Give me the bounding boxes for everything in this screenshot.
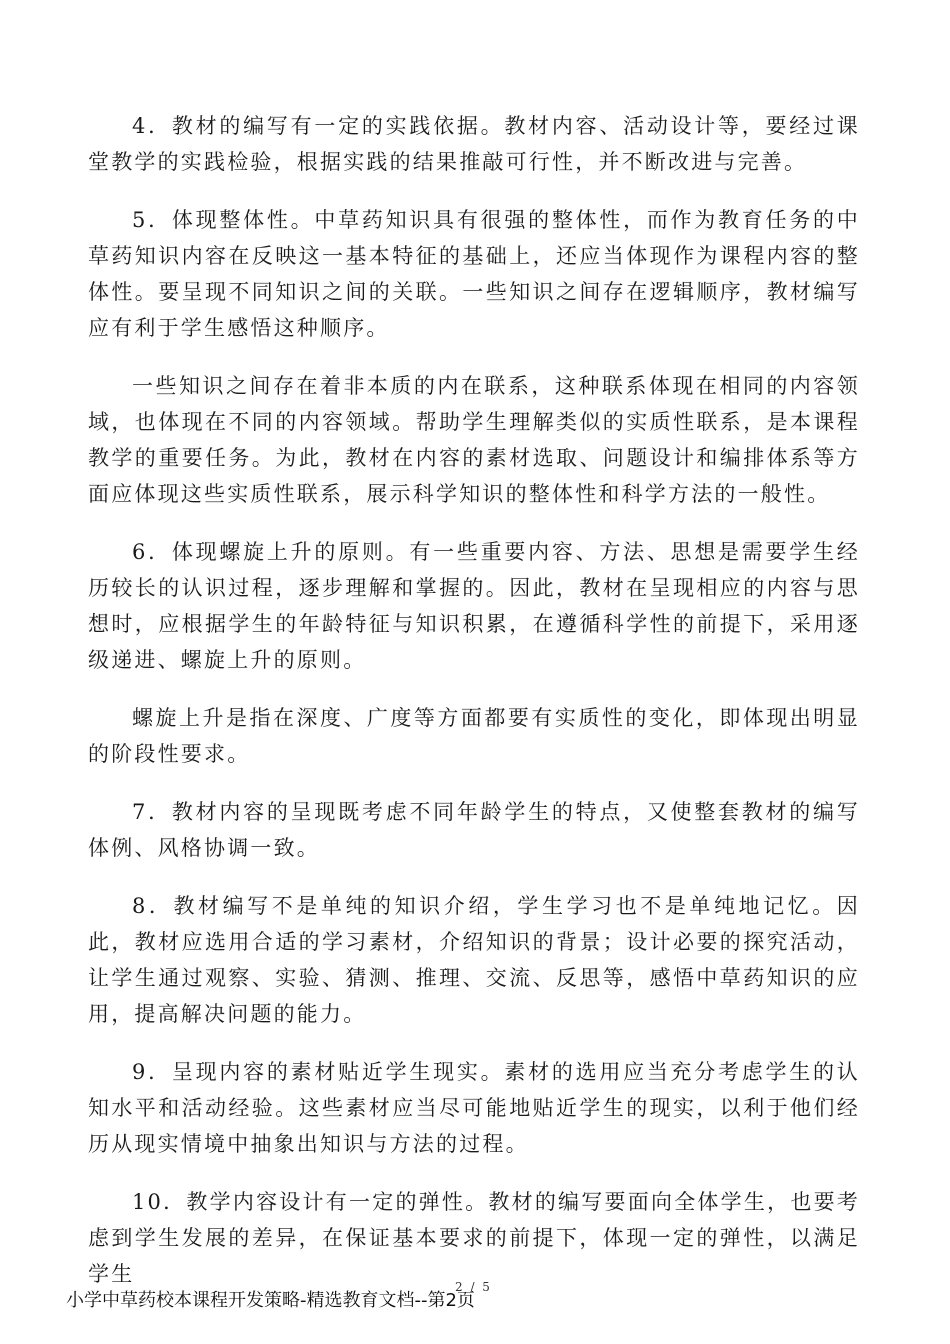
paragraph-item-8: 8．教材编写不是单纯的知识介绍，学生学习也不是单纯地记忆。因此，教材应选用合适的学习素材，介绍知识的背景；设计必要的探究活动，让学生通过观察、实验、猜测、推理、交流、反思等，感悟中草药知识的应用，提高解决问题的能力。 bbox=[88, 894, 860, 1026]
paragraph-item-9: 9．呈现内容的素材贴近学生现实。素材的选用应当充分考虑学生的认知水平和活动经验。这些素材应当尽可能地贴近学生的现实，以利于他们经历从现实情境中抽象出知识与方法的过程。 bbox=[88, 1060, 860, 1156]
paragraph-item-7: 7．教材内容的呈现既考虑不同年龄学生的特点，又使整套教材的编写体例、风格协调一致。 bbox=[88, 800, 860, 860]
page-number: 2 / 5 bbox=[455, 1280, 492, 1294]
paragraph-item-6: 6．体现螺旋上升的原则。有一些重要内容、方法、思想是需要学生经历较长的认识过程，逐步理解和掌握的。因此，教材在呈现相应的内容与思想时，应根据学生的年龄特征与知识积累，在遵循科学性的前提下，采用逐级递进、螺旋上升的原则。 bbox=[88, 540, 860, 672]
document-body bbox=[88, 108, 860, 1314]
paragraph-connections: 一些知识之间存在着非本质的内在联系，这种联系体现在相同的内容领域，也体现在不同的内容领域。帮助学生理解类似的实质性联系，是本课程教学的重要任务。为此，教材在内容的素材选取、问题设计和编排体系等方面应体现这些实质性联系，展示科学知识的整体性和科学方法的一般性。 bbox=[88, 374, 860, 506]
paragraph-item-4: 4．教材的编写有一定的实践依据。教材内容、活动设计等，要经过课堂教学的实践检验，根据实践的结果推敲可行性，并不断改进与完善。 bbox=[88, 114, 860, 174]
paragraph-item-5: 5．体现整体性。中草药知识具有很强的整体性，而作为教育任务的中草药知识内容在反映这一基本特征的基础上，还应当体现作为课程内容的整体性。要呈现不同知识之间的关联。一些知识之间存在逻辑顺序，教材编写应有利于学生感悟这种顺序。 bbox=[88, 208, 860, 340]
paragraph-spiral: 螺旋上升是指在深度、广度等方面都要有实质性的变化，即体现出明显的阶段性要求。 bbox=[88, 706, 860, 766]
footer-document-title: 小学中草药校本课程开发策略-精选教育文档--第2页 bbox=[66, 1290, 475, 1311]
paragraph-item-10: 10．教学内容设计有一定的弹性。教材的编写要面向全体学生，也要考虑到学生发展的差异，在保证基本要求的前提下，体现一定的弹性，以满足学生 bbox=[88, 1190, 860, 1286]
